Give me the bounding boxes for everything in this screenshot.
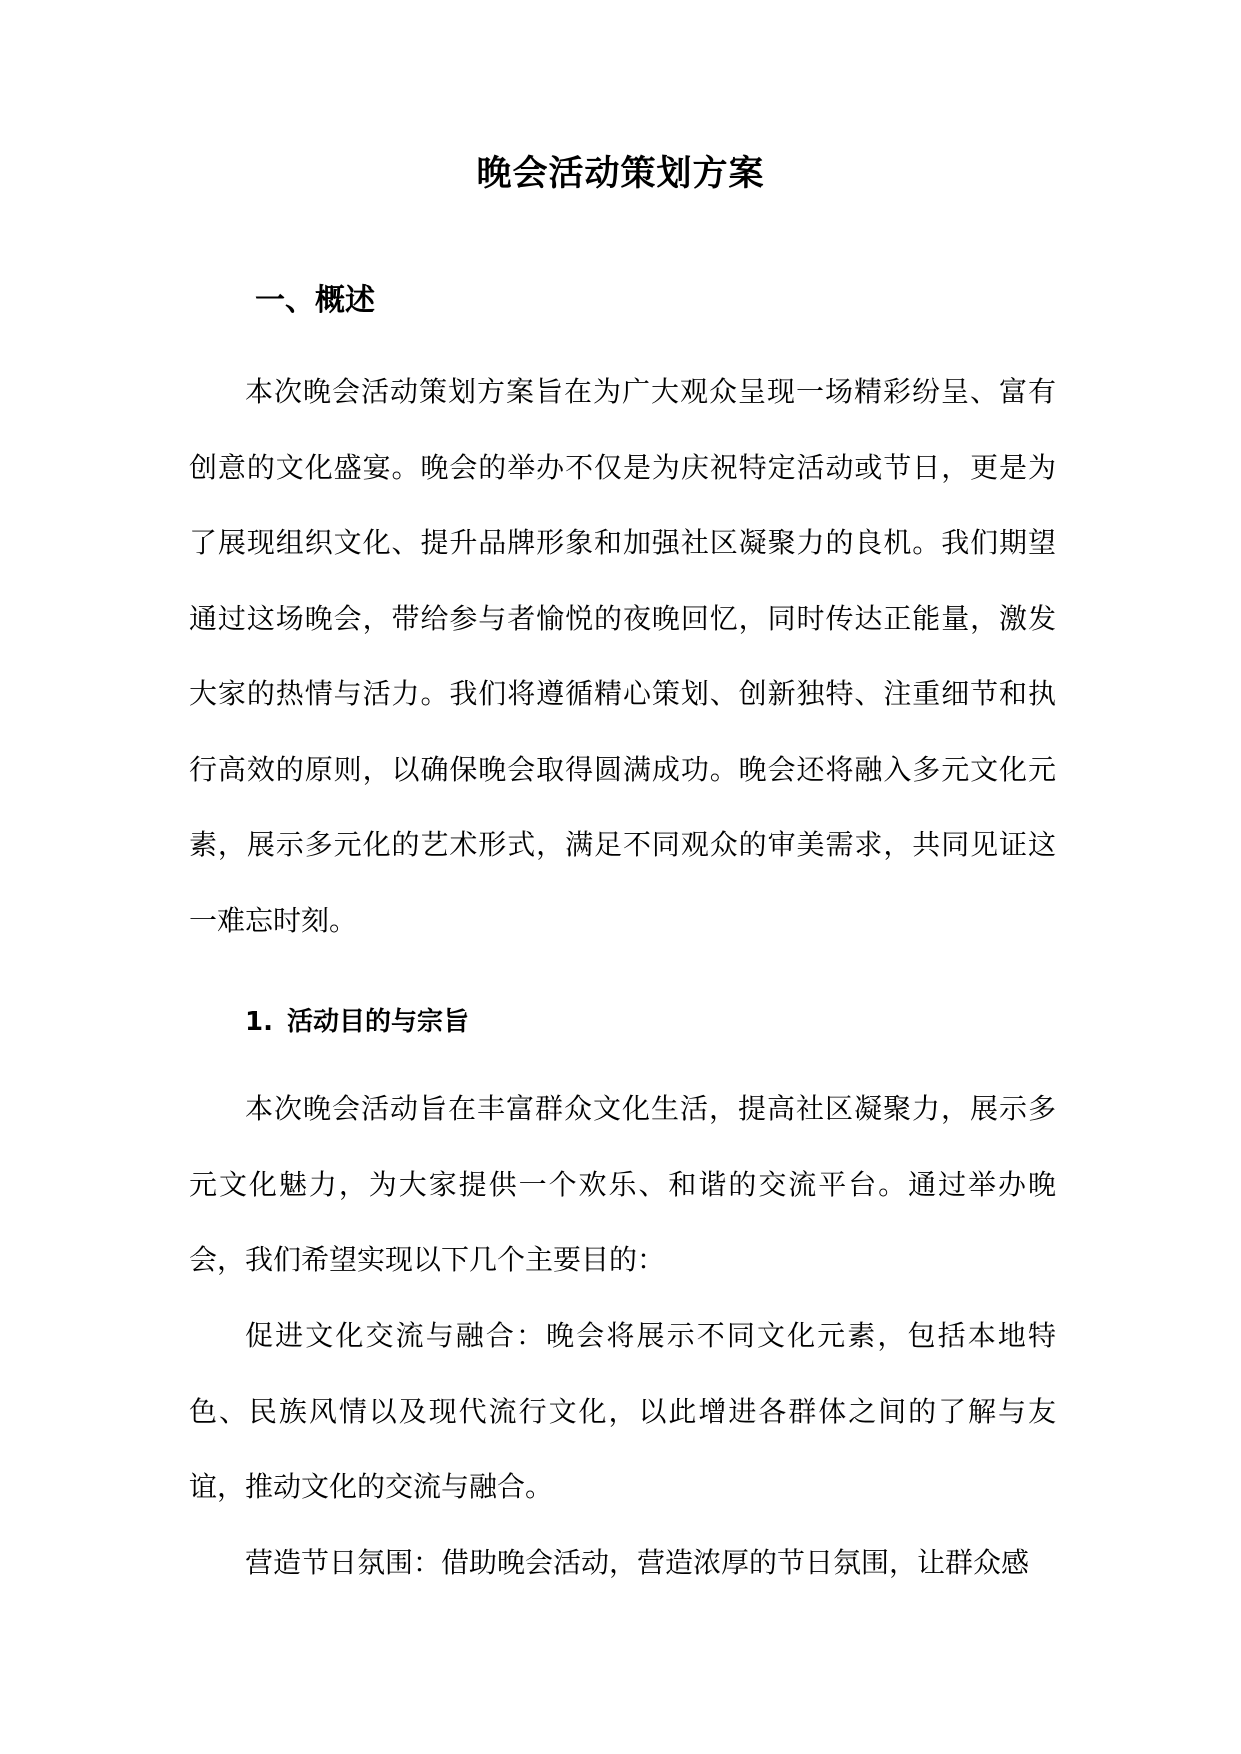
- festive-atmosphere-paragraph: 营造节日氛围：借助晚会活动，营造浓厚的节日氛围，让群众感: [245, 1546, 1030, 1579]
- subsection-heading: [245, 1003, 469, 1041]
- purpose-paragraph: 本次晚会活动旨在丰富群众文化生活，提高社区凝聚力，展示多元文化魅力，为大家提供一个欢乐、和谐的交流平台。通过举办晚会，我们希望实现以下几个主要目的：: [189, 1092, 1056, 1276]
- subsection-title: 活动目的与宗旨: [286, 1007, 469, 1037]
- overview-paragraph: 本次晚会活动策划方案旨在为广大观众呈现一场精彩纷呈、富有创意的文化盛宴。晚会的举办不仅是为庆祝特定活动或节日，更是为了展现组织文化、提升品牌形象和加强社区凝聚力的良机。我们期望通过这场晚会，带给参与者愉悦的夜晚回忆，同时传达正能量，激发大家的热情与活力。我们将遵循精心策划、创新独特、注重细节和执行高效的原则，以确保晚会取得圆满成功。晚会还将融入多元文化元素，展示多元化的艺术形式，满足不同观众的审美需求，共同见证这一难忘时刻。: [189, 375, 1056, 937]
- document-title: 晚会活动策划方案: [476, 153, 765, 194]
- section-heading-overview: 一、概述: [255, 283, 375, 318]
- subsection-number: 1.: [245, 1007, 273, 1037]
- cultural-exchange-paragraph: 促进文化交流与融合：晚会将展示不同文化元素，包括本地特色、民族风情以及现代流行文化，以此增进各群体之间的了解与友谊，推动文化的交流与融合。: [189, 1319, 1056, 1503]
